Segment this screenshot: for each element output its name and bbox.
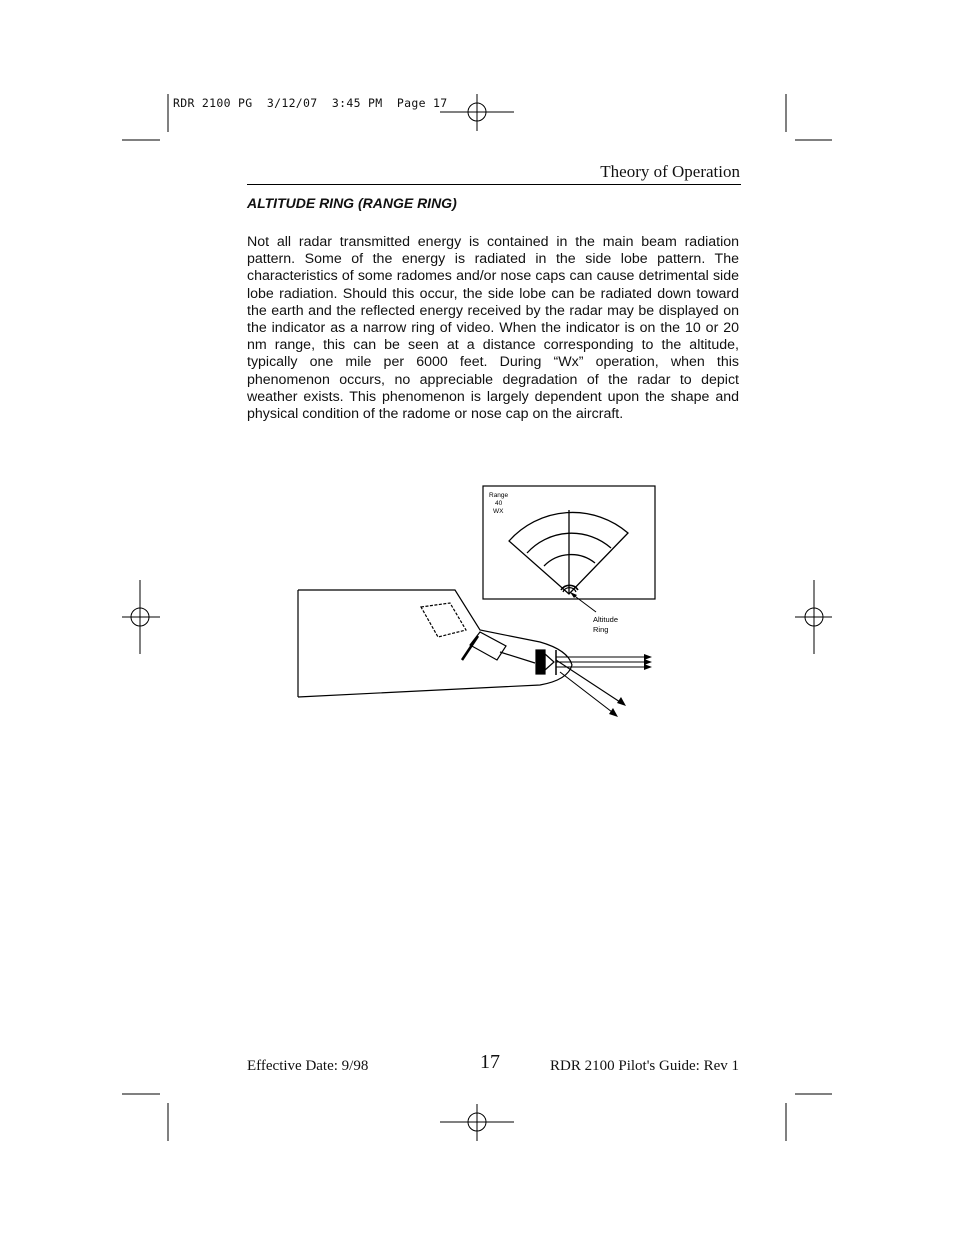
- effective-date: Effective Date: 9/98: [247, 1058, 369, 1074]
- section-heading: ALTITUDE RING (RANGE RING): [247, 195, 457, 211]
- page-number: 17: [480, 1051, 500, 1073]
- display-range-label: Range: [489, 492, 509, 499]
- aircraft-nose: [298, 590, 572, 697]
- radar-indicator-display: [483, 486, 655, 599]
- body-paragraph: Not all radar transmitted energy is contained in the main beam radiation pattern. Some of the energy is radiated in the side lobe pattern. The characteristics of some radomes and/or nose caps can cause detrimental side lobe radiation. Should this occur, the side lobe can be radiated down toward the earth and the reflected energy received by the radar may be displayed on the indicator as a narrow ring of video. When the indicator is on the 10 or 20 nm range, this can be seen at a distance corresponding to the altitude, typically one mile per 6000 feet. During “Wx” operation, when this phenomenon occurs, no appreciable degradation of the radar to depict weather exists. This phenomenon is largely dependent upon the shape and physical condition of the radome or nose cap on the aircraft.: [247, 234, 739, 423]
- print-slug: RDR 2100 PG 3/12/07 3:45 PM Page 17: [173, 96, 448, 110]
- side-lobe-arrows: [556, 660, 626, 717]
- display-mode: WX: [493, 508, 504, 515]
- guide-title: RDR 2100 Pilot's Guide: Rev 1: [550, 1058, 739, 1074]
- callout-line-1: Altitude: [593, 615, 619, 624]
- display-range-value: 40: [495, 500, 503, 507]
- callout-line-2: Ring: [593, 625, 609, 634]
- section-title: Theory of Operation: [600, 162, 740, 181]
- main-beam-arrows: [556, 654, 652, 670]
